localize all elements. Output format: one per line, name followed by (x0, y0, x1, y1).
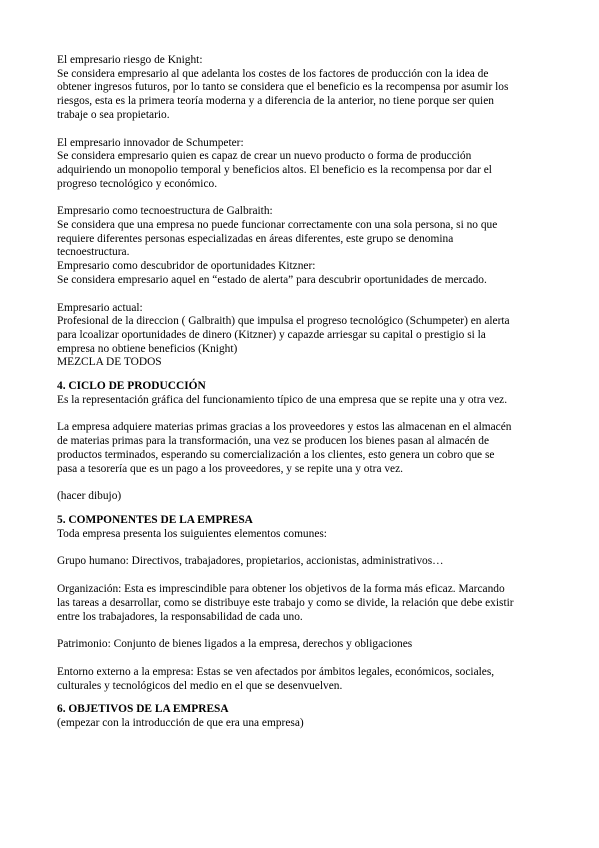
section-actual (57, 302, 547, 371)
text-line: Profesional de la direccion ( Galbraith) que impulsa el progreso tecnológico (Schumpeter) en alerta (57, 315, 510, 328)
text-line: culturales y tecnológicos del medio en el que se desenvuelven. (57, 679, 343, 692)
section-heading: 4. CICLO DE PRODUCCIÓN (57, 380, 206, 393)
text-line: las tareas a desarrollar, como se distribuye este trabajo y como se divide, la relación que debe existir (57, 596, 514, 609)
section-componentes (57, 514, 547, 693)
section-knight (57, 54, 547, 123)
section-title: Empresario actual: (57, 301, 143, 314)
section-galbraith (57, 205, 547, 260)
text-line: Organización: Esta es imprescindible para obtener los objetivos de la forma más eficaz. Marcando (57, 583, 505, 596)
section-heading: 6. OBJETIVOS DE LA EMPRESA (57, 703, 229, 716)
text-line: Se considera que una empresa no puede funcionar correctamente con una sola persona, si no que (57, 219, 498, 232)
section-title: El empresario innovador de Schumpeter: (57, 136, 244, 149)
text-line: Se considera empresario al que adelanta los costes de los factores de producción con la idea de (57, 67, 489, 80)
text-line: trabaje o sea propietario. (57, 108, 170, 121)
text-line: Se considera empresario aquel en “estado de alerta” para descubrir oportunidades de mercado. (57, 273, 487, 286)
text-line: Es la representación gráfica del funcionamiento típico de una empresa que se repite una y otra vez. (57, 393, 508, 406)
note-text: (hacer dibujo) (57, 490, 122, 503)
section-title: Empresario como tecnoestructura de Galbraith: (57, 205, 273, 218)
section-ciclo (57, 380, 547, 504)
section-title: Empresario como descubridor de oportunidades Kitzner: (57, 260, 316, 273)
text-line: (empezar con la introducción de que era una empresa) (57, 717, 304, 730)
text-line: Se considera empresario quien es capaz de crear un nuevo producto o forma de producción (57, 150, 472, 163)
text-line: productos terminados, esperando su comercialización a los clientes, esto genera un cobro que se (57, 448, 495, 461)
section-schumpeter (57, 137, 547, 192)
text-line: pasa a tesorería que es un pago a los proveedores, y se repite una y otra vez. (57, 462, 404, 475)
text-line: progreso tecnológico y económico. (57, 177, 218, 190)
text-line: tecnoestructura. (57, 246, 130, 259)
text-line: adquiriendo un monopolio temporal y beneficios altos. El beneficio es la recompensa por dar el (57, 163, 492, 176)
section-objetivos (57, 703, 547, 730)
text-line: La empresa adquiere materias primas gracias a los proveedores y estos las almacenan en el almacén (57, 421, 512, 434)
text-line: MEZCLA DE TODOS (57, 356, 162, 369)
document-page (57, 54, 547, 731)
text-line: Toda empresa presenta los suiguientes elementos comunes: (57, 527, 327, 540)
text-line: entre los trabajadores, la responsabilidad de cada uno. (57, 610, 303, 623)
text-line: de materias primas para la transformación, una vez se producen los bienes pasan al almacén de (57, 435, 490, 448)
text-line: Patrimonio: Conjunto de bienes ligados a la empresa, derechos y obligaciones (57, 638, 413, 651)
text-line: riesgos, esta es la primera teoría moderna y a diferencia de la anterior, no tiene porque ser quien (57, 95, 494, 108)
text-line: para lcoalizar oportunidades de dinero (Kitzner) y capazde arriesgar su capital o prestigio si la (57, 328, 486, 341)
text-line: obtener ingresos futuros, por lo tanto se considera que el beneficio es la recompensa por asumir los (57, 81, 509, 94)
text-line: requiere diferentes personas especializadas en áreas diferentes, este grupo se denomina (57, 232, 454, 245)
section-kitzner (57, 260, 547, 287)
section-title: El empresario riesgo de Knight: (57, 54, 203, 66)
section-heading: 5. COMPONENTES DE LA EMPRESA (57, 513, 253, 526)
text-line: Entorno externo a la empresa: Estas se ven afectados por ámbitos legales, económicos, sociales, (57, 665, 495, 678)
text-line: Grupo humano: Directivos, trabajadores, propietarios, accionistas, administrativos… (57, 555, 444, 568)
text-line: empresa no obtiene beneficios (Knight) (57, 342, 238, 355)
